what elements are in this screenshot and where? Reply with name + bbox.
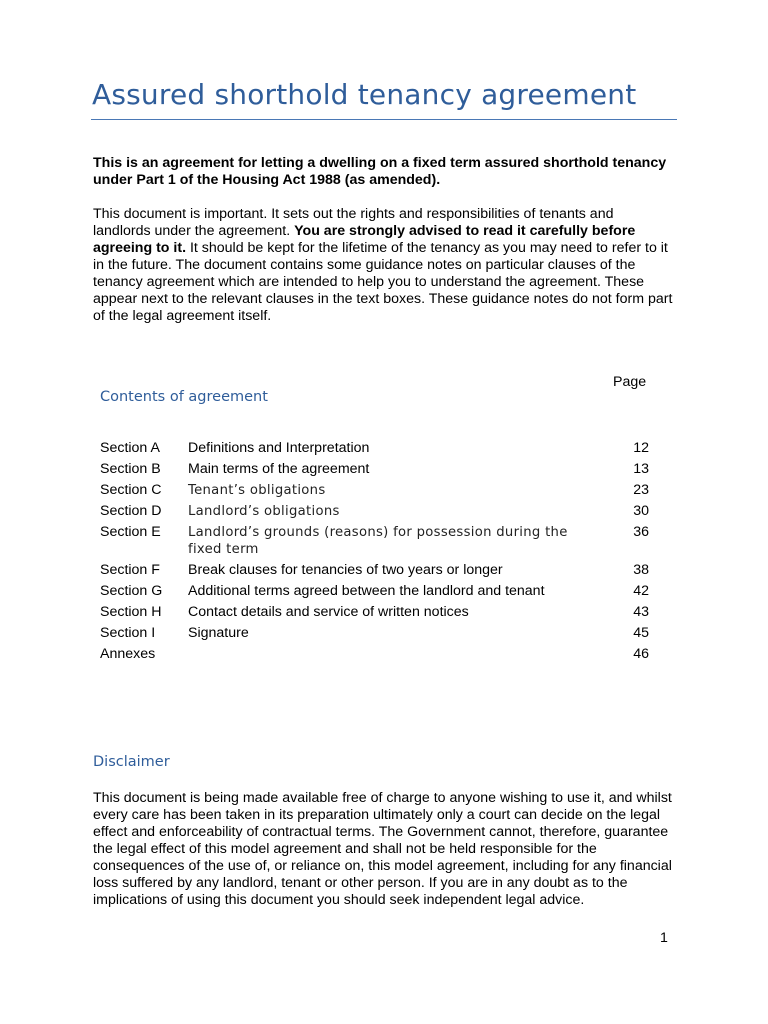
- contents-section-label: Section B: [100, 461, 161, 477]
- contents-section-title: Tenant’s obligations: [188, 483, 326, 498]
- intro-paragraph: [93, 206, 673, 325]
- title-divider: [91, 119, 677, 120]
- contents-page-number: 46: [633, 646, 649, 662]
- contents-section-title: Definitions and Interpretation: [188, 440, 370, 456]
- contents-section-label: Section H: [100, 604, 162, 620]
- contents-row: [100, 625, 660, 642]
- contents-section-title: Additional terms agreed between the landlord and tenant: [188, 583, 545, 599]
- contents-section-label: Section G: [100, 583, 163, 599]
- contents-page-number: 43: [633, 604, 649, 620]
- page-number: 1: [660, 930, 668, 946]
- intro-warning-bold: You are strongly advised to read it carefully before agreeing to it.: [93, 223, 636, 256]
- document-title: Assured shorthold tenancy agreement: [92, 78, 637, 111]
- contents-section-label: Annexes: [100, 646, 156, 662]
- contents-row: [100, 604, 660, 621]
- page-column-label: Page: [613, 374, 647, 390]
- intro-text-part1: This document is important. It sets out the rights and responsibilities of tenants and landlords under the agreement.: [93, 206, 614, 239]
- contents-section-label: Section E: [100, 524, 161, 540]
- intro-text-part3: It should be kept for the lifetime of the tenancy as you may need to refer to it in the future. The document contains some guidance notes on particular clauses of the tenancy agreement which are intended to help you to understand the agreement. These appear next to the relevant clauses in the text boxes. These guidance notes do not form part of the legal agreement itself.: [93, 240, 673, 324]
- disclaimer-paragraph: This document is being made available free of charge to anyone wishing to use it, and whilst every care has been taken in its preparation ultimately only a court can decide on the legal effect and enforceability of contractual terms. The Government cannot, therefore, guarantee the legal effect of this model agreement and shall not be held responsible for the consequences of the use of, or reliance on, this model agreement, including for any financial loss suffered by any landlord, tenant or other person. If you are in any doubt as to the implications of using this document you should seek independent legal advice.: [93, 790, 672, 908]
- contents-section-title: Contact details and service of written notices: [188, 604, 469, 620]
- contents-section-label: Section C: [100, 482, 162, 498]
- contents-row: [100, 440, 660, 457]
- contents-page-number: 23: [633, 482, 649, 498]
- contents-section-title: Landlord’s obligations: [188, 504, 340, 519]
- contents-section-label: Section I: [100, 625, 156, 641]
- contents-row: [100, 583, 660, 600]
- contents-row: [100, 524, 660, 558]
- contents-page-number: 45: [633, 625, 649, 641]
- intro-bold-paragraph: This is an agreement for letting a dwelling on a fixed term assured shorthold tenancy under Part 1 of the Housing Act 1988 (as amended).: [93, 155, 667, 188]
- contents-section-title: Landlord’s grounds (reasons) for possession during the fixed term: [188, 525, 568, 557]
- contents-section-title: [188, 646, 588, 663]
- contents-page-number: 36: [633, 524, 649, 540]
- contents-page-number: 13: [633, 461, 649, 477]
- contents-row: [100, 482, 660, 499]
- contents-page-number: 42: [633, 583, 649, 599]
- contents-section-title: Main terms of the agreement: [188, 461, 370, 477]
- contents-section-label: Section D: [100, 503, 162, 519]
- contents-section-label: Section F: [100, 562, 160, 578]
- contents-page-number: 30: [633, 503, 649, 519]
- contents-section-title: Break clauses for tenancies of two years or longer: [188, 562, 503, 578]
- contents-page-number: 12: [633, 440, 649, 456]
- disclaimer-heading: Disclaimer: [93, 754, 170, 770]
- contents-section-label: Section A: [100, 440, 160, 456]
- contents-heading: Contents of agreement: [100, 389, 268, 405]
- contents-row: [100, 646, 660, 663]
- contents-row: [100, 562, 660, 579]
- contents-section-title: Signature: [188, 625, 249, 641]
- contents-row: [100, 503, 660, 520]
- contents-page-number: 38: [633, 562, 649, 578]
- contents-row: [100, 461, 660, 478]
- contents-table: [100, 440, 660, 667]
